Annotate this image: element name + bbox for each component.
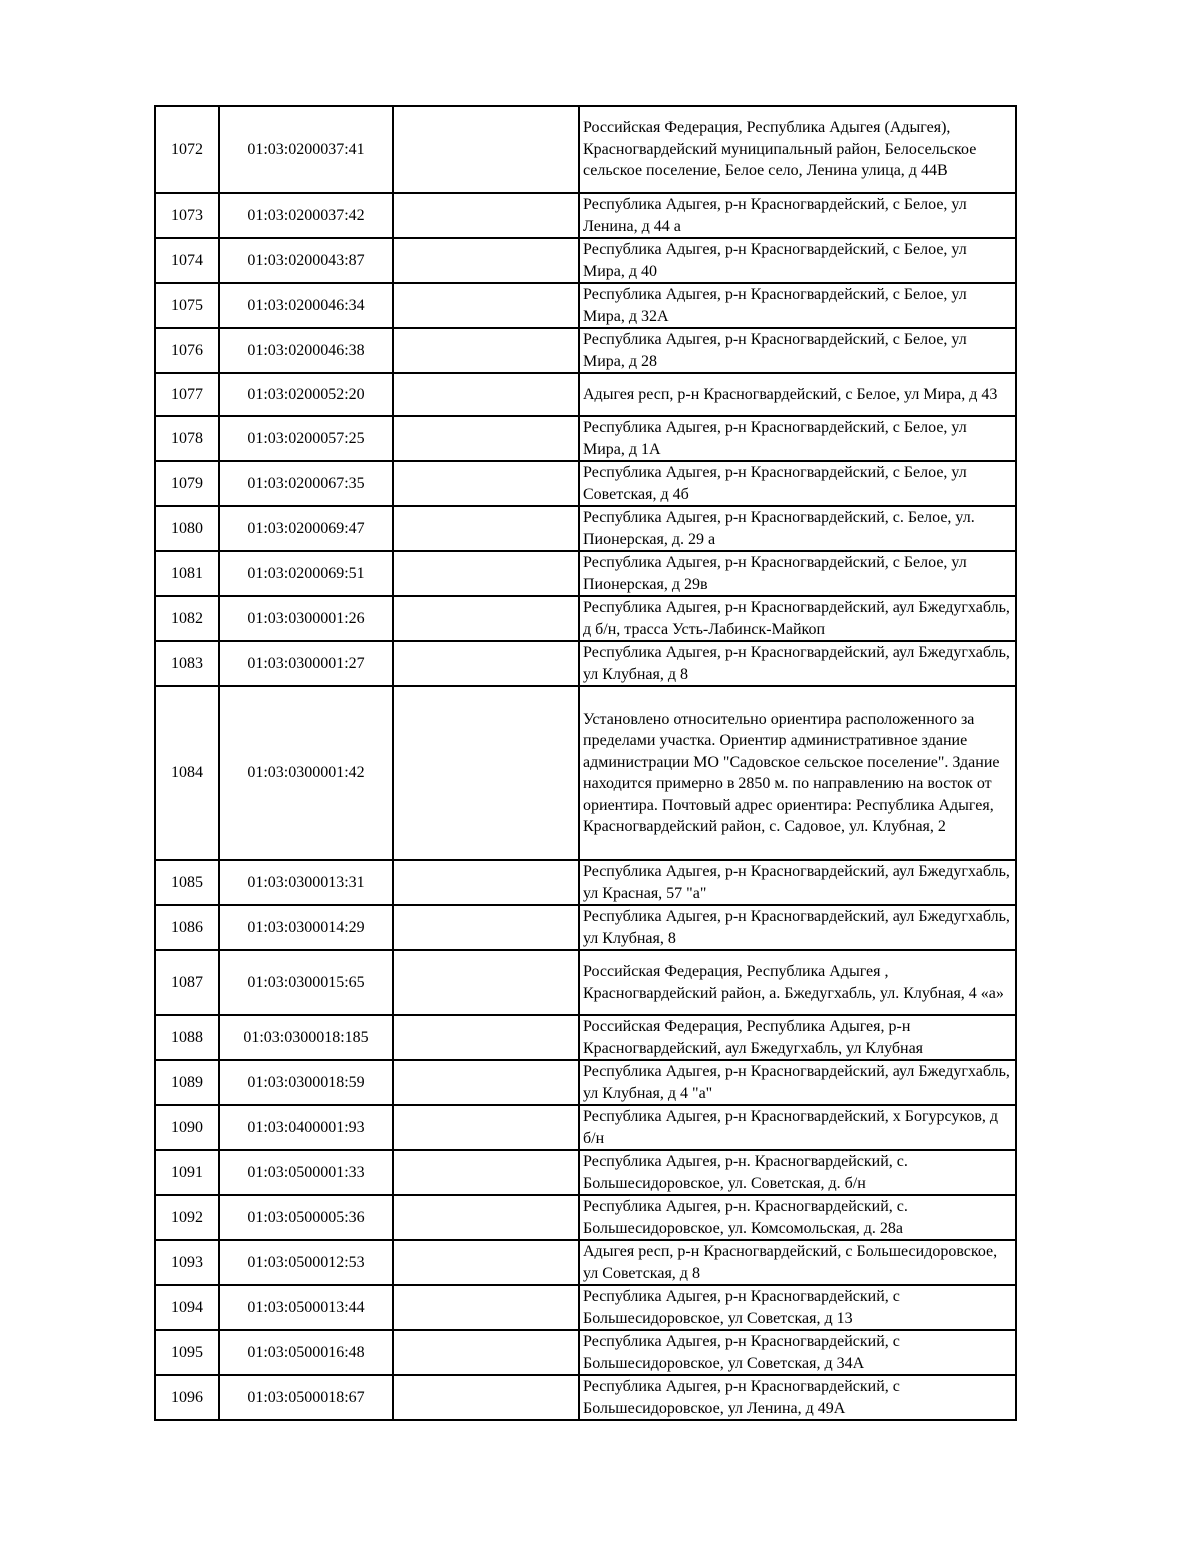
cadastral-number-cell: 01:03:0200069:51 <box>219 551 393 596</box>
cadastral-number-cell: 01:03:0200037:42 <box>219 193 393 238</box>
row-number-cell: 1085 <box>155 860 219 905</box>
table-row <box>155 1060 1016 1105</box>
table-row <box>155 373 1016 416</box>
empty-cell <box>393 461 579 506</box>
address-cell: Российская Федерация, Республика Адыгея (Адыгея), Красногвардейский муниципальный район, Белосельское сельское поселение, Белое село, Ленина улица, д 44В <box>579 106 1016 193</box>
address-cell: Республика Адыгея, р-н Красногвардейский, с Большесидоровское, ул Советская, д 13 <box>579 1285 1016 1330</box>
cadastral-number-cell: 01:03:0200069:47 <box>219 506 393 551</box>
address-cell: Республика Адыгея, р-н. Красногвардейский, с. Большесидоровское, ул. Комсомольская, д. 28а <box>579 1195 1016 1240</box>
cadastral-number-cell: 01:03:0300013:31 <box>219 860 393 905</box>
address-cell: Республика Адыгея, р-н Красногвардейский, с Белое, ул Мира, д 40 <box>579 238 1016 283</box>
address-cell: Республика Адыгея, р-н Красногвардейский, с Большесидоровское, ул Ленина, д 49А <box>579 1375 1016 1420</box>
row-number-cell: 1092 <box>155 1195 219 1240</box>
row-number-cell: 1093 <box>155 1240 219 1285</box>
empty-cell <box>393 686 579 860</box>
address-cell: Республика Адыгея, р-н Красногвардейский, аул Бжедугхабль, ул Клубная, 8 <box>579 905 1016 950</box>
row-number-cell: 1077 <box>155 373 219 416</box>
empty-cell <box>393 416 579 461</box>
table-row <box>155 283 1016 328</box>
table-row <box>155 238 1016 283</box>
cadastral-number-cell: 01:03:0200067:35 <box>219 461 393 506</box>
address-cell: Республика Адыгея, р-н Красногвардейский, с Большесидоровское, ул Советская, д 34А <box>579 1330 1016 1375</box>
cadastral-number-cell: 01:03:0500012:53 <box>219 1240 393 1285</box>
row-number-cell: 1094 <box>155 1285 219 1330</box>
table-row <box>155 686 1016 860</box>
address-cell: Республика Адыгея, р-н Красногвардейский, аул Бжедугхабль, д б/н, трасса Усть-Лабинск-Майкоп <box>579 596 1016 641</box>
empty-cell <box>393 193 579 238</box>
address-cell: Российская Федерация, Республика Адыгея, р-н Красногвардейский, аул Бжедугхабль, ул Клубная <box>579 1015 1016 1060</box>
empty-cell <box>393 506 579 551</box>
cadastral-number-cell: 01:03:0200046:34 <box>219 283 393 328</box>
address-cell: Республика Адыгея, р-н Красногвардейский, аул Бжедугхабль, ул Клубная, д 4 "а" <box>579 1060 1016 1105</box>
empty-cell <box>393 1240 579 1285</box>
empty-cell <box>393 106 579 193</box>
cadastral-number-cell: 01:03:0500016:48 <box>219 1330 393 1375</box>
address-cell: Республика Адыгея, р-н Красногвардейский, аул Бжедугхабль, ул Клубная, д 8 <box>579 641 1016 686</box>
empty-cell <box>393 1105 579 1150</box>
table-row <box>155 461 1016 506</box>
table-row <box>155 416 1016 461</box>
table-row <box>155 1375 1016 1420</box>
table-row <box>155 905 1016 950</box>
row-number-cell: 1076 <box>155 328 219 373</box>
row-number-cell: 1073 <box>155 193 219 238</box>
address-cell: Адыгея респ, р-н Красногвардейский, с Белое, ул Мира, д 43 <box>579 373 1016 416</box>
empty-cell <box>393 1375 579 1420</box>
row-number-cell: 1090 <box>155 1105 219 1150</box>
table-row <box>155 1105 1016 1150</box>
address-cell: Республика Адыгея, р-н Красногвардейский, с Белое, ул Мира, д 32А <box>579 283 1016 328</box>
row-number-cell: 1083 <box>155 641 219 686</box>
empty-cell <box>393 1060 579 1105</box>
table-row <box>155 506 1016 551</box>
table-row <box>155 596 1016 641</box>
property-registry-table <box>154 105 1017 1421</box>
row-number-cell: 1086 <box>155 905 219 950</box>
cadastral-number-cell: 01:03:0200037:41 <box>219 106 393 193</box>
table-row <box>155 641 1016 686</box>
table-row <box>155 1150 1016 1195</box>
row-number-cell: 1082 <box>155 596 219 641</box>
row-number-cell: 1091 <box>155 1150 219 1195</box>
row-number-cell: 1078 <box>155 416 219 461</box>
row-number-cell: 1075 <box>155 283 219 328</box>
table-row <box>155 950 1016 1015</box>
table-row <box>155 1015 1016 1060</box>
empty-cell <box>393 373 579 416</box>
cadastral-number-cell: 01:03:0500013:44 <box>219 1285 393 1330</box>
table-row <box>155 1330 1016 1375</box>
address-cell: Установлено относительно ориентира расположенного за пределами участка. Ориентир административное здание администрации МО "Садовское сельское поселение". Здание находится примерно в 2850 м. по направлению на восток от ориентира. Почтовый адрес ориентира: Республика Адыгея, Красногвардейский район, с. Садовое, ул. Клубная, 2 <box>579 686 1016 860</box>
table-row <box>155 193 1016 238</box>
cadastral-number-cell: 01:03:0500001:33 <box>219 1150 393 1195</box>
empty-cell <box>393 641 579 686</box>
registry-body <box>155 106 1016 1420</box>
cadastral-number-cell: 01:03:0200046:38 <box>219 328 393 373</box>
address-cell: Российская Федерация, Республика Адыгея , Красногвардейский район, а. Бжедугхабль, ул. Клубная, 4 «а» <box>579 950 1016 1015</box>
address-cell: Республика Адыгея, р-н Красногвардейский, с Белое, ул Мира, д 1А <box>579 416 1016 461</box>
row-number-cell: 1084 <box>155 686 219 860</box>
empty-cell <box>393 860 579 905</box>
table-row <box>155 1285 1016 1330</box>
empty-cell <box>393 1150 579 1195</box>
row-number-cell: 1087 <box>155 950 219 1015</box>
cadastral-number-cell: 01:03:0300018:59 <box>219 1060 393 1105</box>
cadastral-number-cell: 01:03:0200052:20 <box>219 373 393 416</box>
cadastral-number-cell: 01:03:0300018:185 <box>219 1015 393 1060</box>
address-cell: Республика Адыгея, р-н. Красногвардейский, с. Большесидоровское, ул. Советская, д. б/н <box>579 1150 1016 1195</box>
address-cell: Республика Адыгея, р-н Красногвардейский, аул Бжедугхабль, ул Красная, 57 "а" <box>579 860 1016 905</box>
address-cell: Республика Адыгея, р-н Красногвардейский, с Белое, ул Ленина, д 44 а <box>579 193 1016 238</box>
address-cell: Республика Адыгея, р-н Красногвардейский, с Белое, ул Мира, д 28 <box>579 328 1016 373</box>
cadastral-number-cell: 01:03:0500018:67 <box>219 1375 393 1420</box>
row-number-cell: 1079 <box>155 461 219 506</box>
cadastral-number-cell: 01:03:0300015:65 <box>219 950 393 1015</box>
table-row <box>155 328 1016 373</box>
cadastral-number-cell: 01:03:0300001:26 <box>219 596 393 641</box>
cadastral-number-cell: 01:03:0200057:25 <box>219 416 393 461</box>
address-cell: Республика Адыгея, р-н Красногвардейский, с Белое, ул Пионерская, д 29в <box>579 551 1016 596</box>
row-number-cell: 1088 <box>155 1015 219 1060</box>
row-number-cell: 1081 <box>155 551 219 596</box>
row-number-cell: 1095 <box>155 1330 219 1375</box>
cadastral-number-cell: 01:03:0300001:27 <box>219 641 393 686</box>
empty-cell <box>393 238 579 283</box>
address-cell: Республика Адыгея, р-н Красногвардейский, х Богурсуков, д б/н <box>579 1105 1016 1150</box>
row-number-cell: 1089 <box>155 1060 219 1105</box>
cadastral-number-cell: 01:03:0400001:93 <box>219 1105 393 1150</box>
address-cell: Республика Адыгея, р-н Красногвардейский, с. Белое, ул. Пионерская, д. 29 а <box>579 506 1016 551</box>
table-row <box>155 1195 1016 1240</box>
address-cell: Адыгея респ, р-н Красногвардейский, с Большесидоровское, ул Советская, д 8 <box>579 1240 1016 1285</box>
row-number-cell: 1074 <box>155 238 219 283</box>
row-number-cell: 1080 <box>155 506 219 551</box>
empty-cell <box>393 551 579 596</box>
row-number-cell: 1096 <box>155 1375 219 1420</box>
empty-cell <box>393 905 579 950</box>
empty-cell <box>393 1330 579 1375</box>
row-number-cell: 1072 <box>155 106 219 193</box>
empty-cell <box>393 1285 579 1330</box>
empty-cell <box>393 596 579 641</box>
table-row <box>155 551 1016 596</box>
address-cell: Республика Адыгея, р-н Красногвардейский, с Белое, ул Советская, д 4б <box>579 461 1016 506</box>
empty-cell <box>393 1195 579 1240</box>
cadastral-number-cell: 01:03:0300001:42 <box>219 686 393 860</box>
cadastral-number-cell: 01:03:0500005:36 <box>219 1195 393 1240</box>
cadastral-number-cell: 01:03:0300014:29 <box>219 905 393 950</box>
empty-cell <box>393 950 579 1015</box>
empty-cell <box>393 328 579 373</box>
empty-cell <box>393 283 579 328</box>
table-row <box>155 1240 1016 1285</box>
table-row <box>155 860 1016 905</box>
cadastral-number-cell: 01:03:0200043:87 <box>219 238 393 283</box>
empty-cell <box>393 1015 579 1060</box>
table-row <box>155 106 1016 193</box>
